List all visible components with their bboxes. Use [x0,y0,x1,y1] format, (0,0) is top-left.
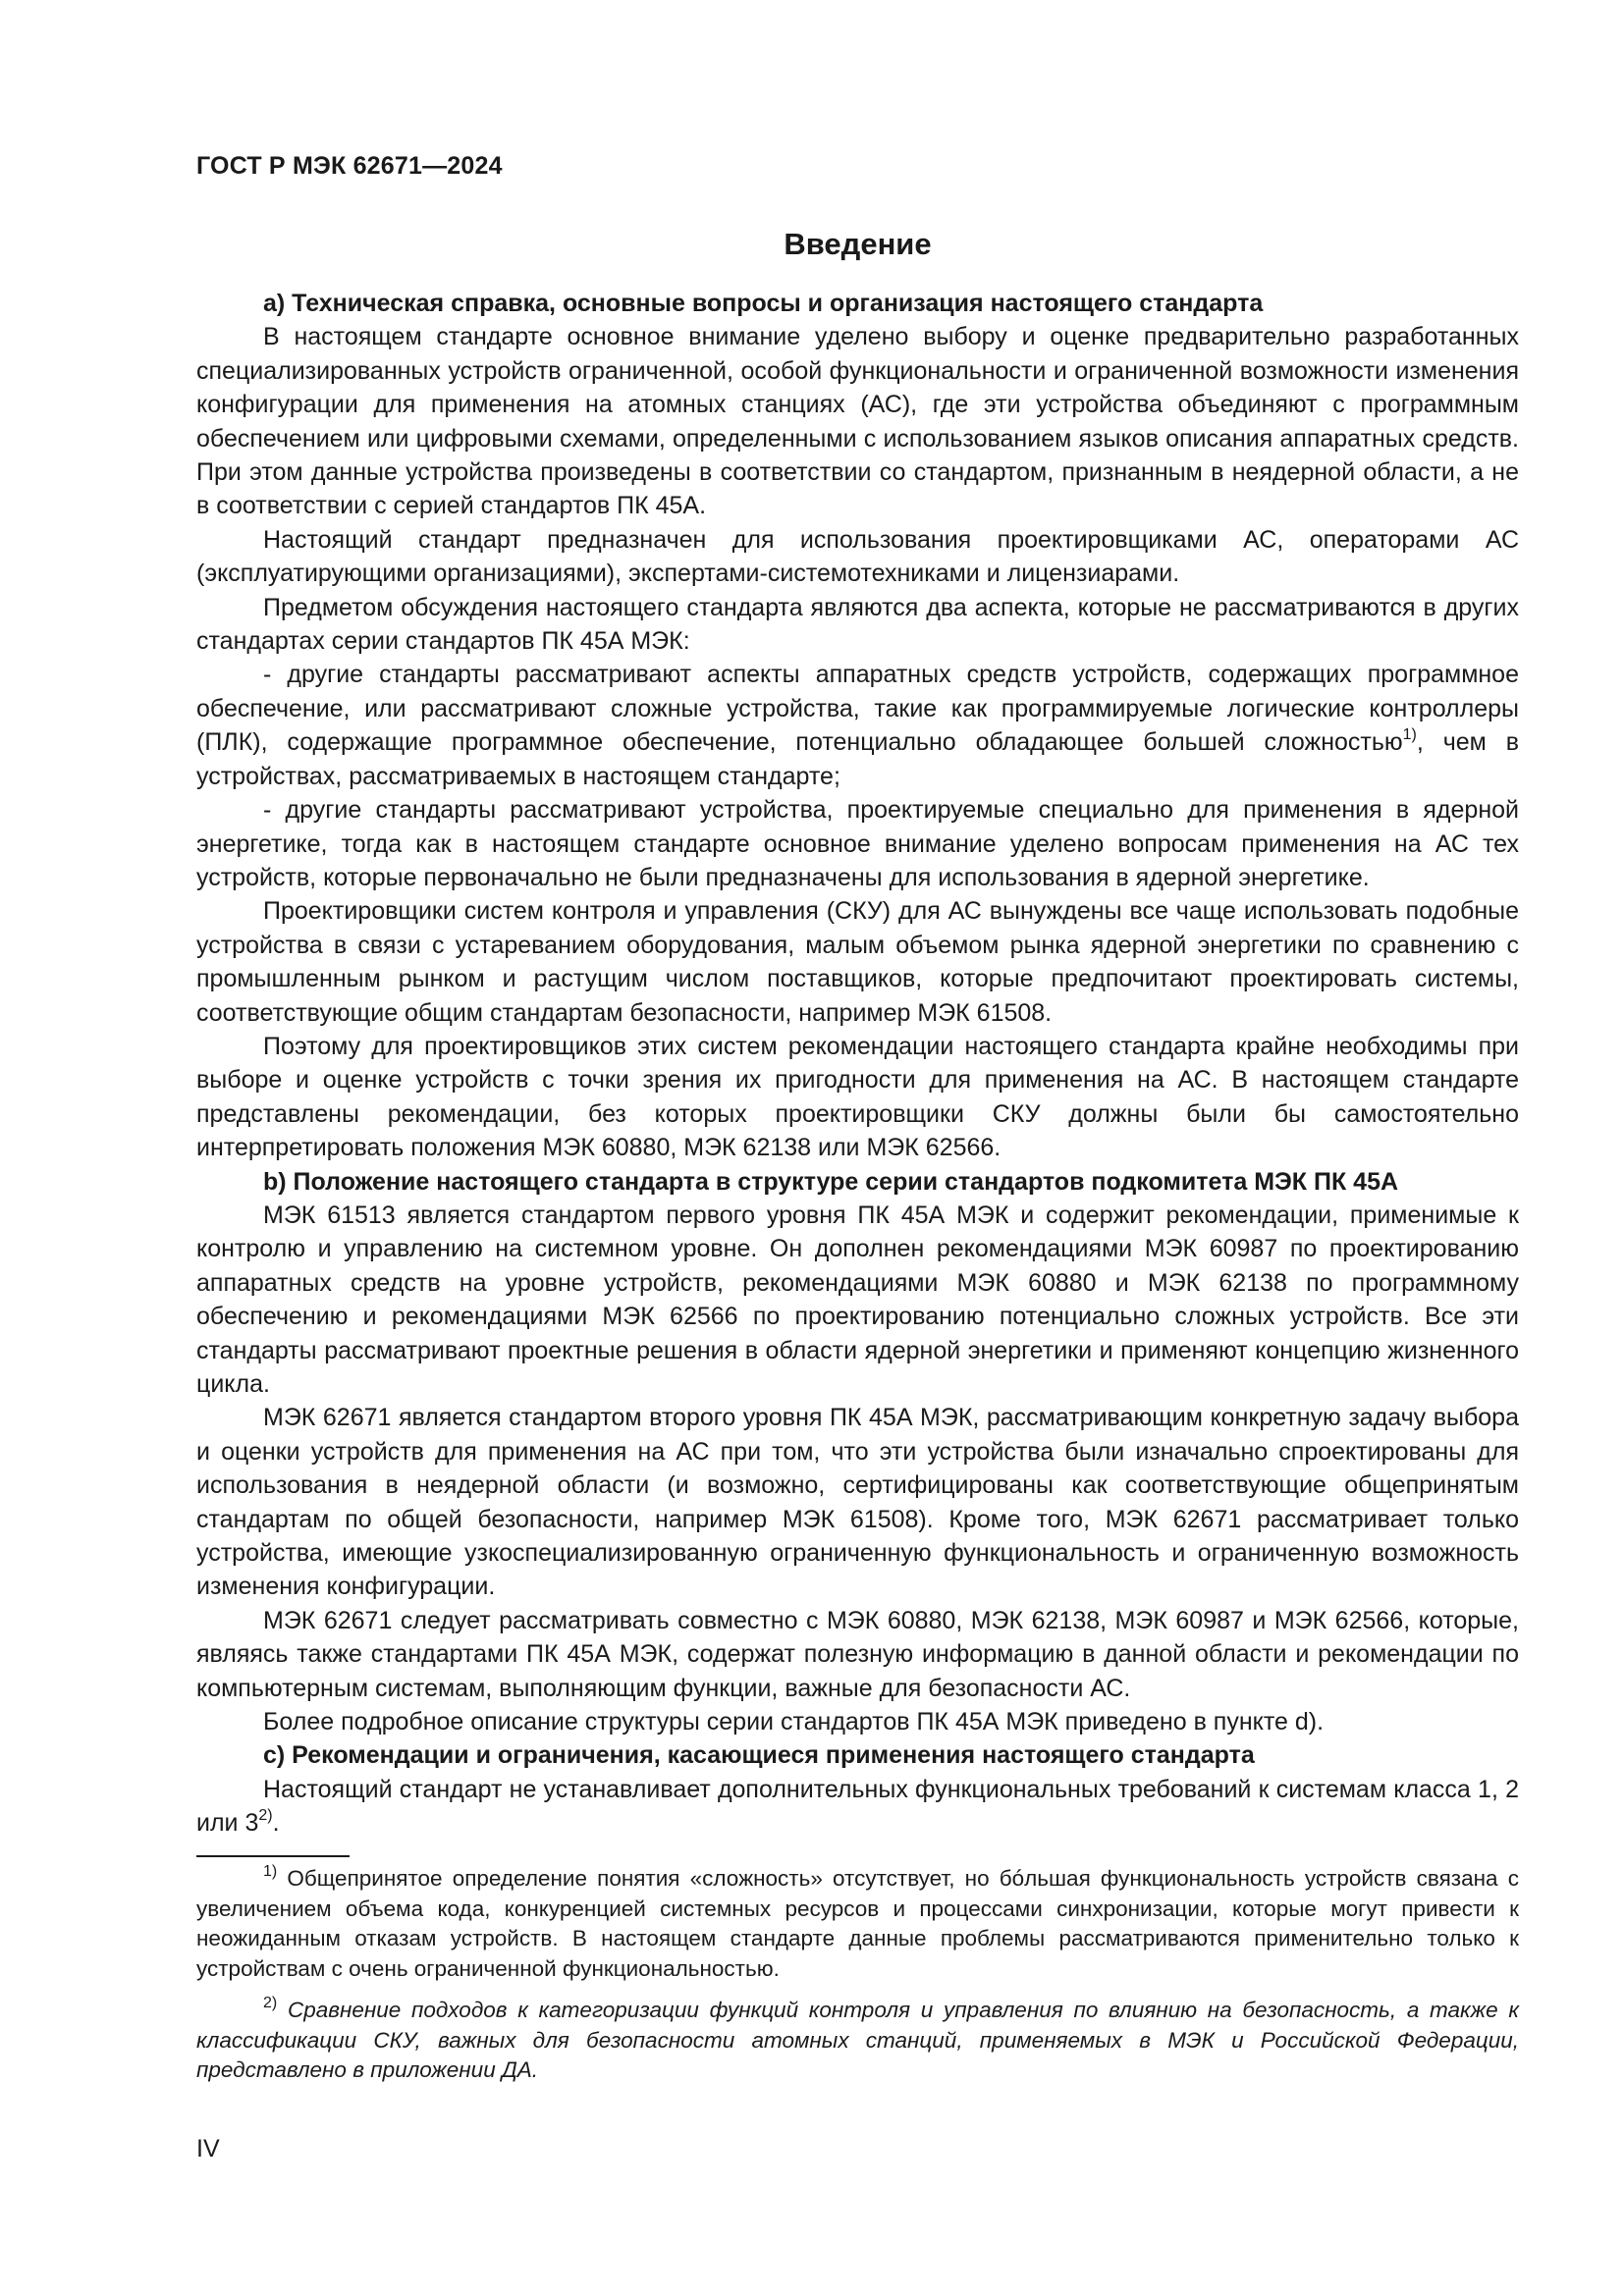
list-item-text-end: , чем в устройствах, рассматриваемых в настоящем стандарте; [196,728,1519,790]
page-title: Введение [784,227,932,261]
paragraph: Настоящий стандарт предназначен для использования проектировщиками АС, операторами АС (эксплуатирующими организациями), экспертами-системотехниками и лицензиарами. [196,525,1519,588]
footnote [196,1996,1519,2086]
paragraph: МЭК 62671 следует рассматривать совместно с МЭК 60880, МЭК 62138, МЭК 60987 и МЭК 62566, которые, являясь также стандартами ПК 45А МЭК, содержат полезную информацию в данной области и рекомендации по компьютерным системам, выполняющим функции, важные для безопасности АС. [196,1606,1519,1702]
footnote-ref-1: 1) [1402,725,1417,743]
document-body [196,287,1519,1841]
paragraph [196,1773,1519,1841]
footnote-mark: 2) [263,1994,278,2011]
list-item: - другие стандарты рассматривают устройства, проектируемые специально для применения в ядерной энергетике, тогда как в настоящем стандарте основное внимание уделено вопросам применения на АС тех устройств, которые первоначально не были предназначены для использования в ядерной энергетике. [196,796,1519,891]
paragraph-text: Настоящий стандарт не устанавливает дополнительных функциональных требований к системам класса 1, 2 или 3 [196,1775,1519,1838]
footnote-text: Общепринятое определение понятия «сложность» отсутствует, но бóльшая функциональность устройств связана с увеличением объема кода, конкуренцией системных ресурсов и процессами синхронизации, которые могут привести к неожиданным отказам устройств. В настоящем стандарте данные проблемы рассматриваются применительно только к устройствам с очень ограниченной функциональностью. [196,1866,1519,1981]
footnote-ref-2: 2) [258,1806,273,1824]
paragraph: Более подробное описание структуры серии стандартов ПК 45А МЭК приведено в пункте d). [263,1708,1325,1736]
footnotes [196,1864,1519,2086]
section-heading-a: a) Техническая справка, основные вопросы и организация настоящего стандарта [263,290,1264,317]
list-item-text: - другие стандарты рассматривают аспекты аппаратных средств устройств, содержащих программное обеспечение, или рассматривают сложные устройства, такие как программируемые логические контроллеры (ПЛК), содержащие программное обеспечение, потенциально обладающее большей сложностью [196,661,1519,757]
paragraph: МЭК 62671 является стандартом второго уровня ПК 45А МЭК, рассматривающим конкретную задачу выбора и оценки устройств для применения на АС при том, что эти устройства были изначально спроектированы для использования в неядерной области (и возможно, сертифицированы как соответствующие общепринятым стандартам по общей безопасности, например МЭК 61508). Кроме того, МЭК 62671 рассматривает только устройства, имеющие узкоспециализированную ограниченную функциональность и ограниченную возможность изменения конфигурации. [196,1404,1519,1601]
footnote [196,1864,1519,1984]
paragraph: МЭК 61513 является стандартом первого уровня ПК 45А МЭК и содержит рекомендации, применимые к контролю и управлению на системном уровне. Он дополнен рекомендациями МЭК 60987 по проектированию аппаратных средств на уровне устройств, рекомендациями МЭК 60880 и МЭК 62138 по программному обеспечению и рекомендациями МЭК 62566 по проектированию потенциально сложных устройств. Все эти стандарты рассматривают проектные решения в области ядерной энергетики и применяют концепцию жизненного цикла. [196,1201,1519,1398]
footnote-text: Сравнение подходов к категоризации функций контроля и управления по влиянию на безопасность, а также к классификации СКУ, важных для безопасности атомных станций, применяемых в МЭК и Российской Федерации, представлено в приложении ДА. [196,1998,1519,2082]
paragraph: Предметом обсуждения настоящего стандарта являются два аспекта, которые не рассматриваются в других стандартах серии стандартов ПК 45А МЭК: [196,593,1519,656]
footnote-divider [196,1855,350,1857]
section-heading-b: b) Положение настоящего стандарта в структуре серии стандартов подкомитета МЭК ПК 45А [263,1167,1399,1196]
section-heading-c: c) Рекомендации и ограничения, касающиеся применения настоящего стандарта [263,1741,1255,1770]
footnote-mark: 1) [263,1862,278,1880]
page-number: IV [196,2135,220,2163]
paragraph-text-end: . [272,1809,280,1838]
paragraph: В настоящем стандарте основное внимание уделено выбору и оценке предварительно разработанных специализированных устройств ограниченной, особой функциональности и ограниченной возможности изменения конфигурации для применения на атомных станциях (АС), где эти устройства объединяют с программным обеспечением или цифровыми схемами, определенными с использованием языков описания аппаратных средств. При этом данные устройства произведены в соответствии со стандартом, признанным в неядерной области, а не в соответствии с серией стандартов ПК 45А. [196,323,1519,520]
paragraph: Проектировщики систем контроля и управления (СКУ) для АС вынуждены все чаще использовать подобные устройства в связи с устареванием оборудования, малым объемом рынка ядерной энергетики по сравнению с промышленным рынком и растущим числом поставщиков, которые предпочитают проектировать системы, соответствующие общим стандартам безопасности, например МЭК 61508. [196,897,1519,1027]
document-code: ГОСТ Р МЭК 62671—2024 [196,152,503,180]
list-item [196,658,1519,793]
paragraph: Поэтому для проектировщиков этих систем рекомендации настоящего стандарта крайне необходимы при выборе и оценке устройств с точки зрения их пригодности для применения на АС. В настоящем стандарте представлены рекомендации, без которых проектировщики СКУ должны были бы самостоятельно интерпретировать положения МЭК 60880, МЭК 62138 или МЭК 62566. [196,1032,1519,1162]
